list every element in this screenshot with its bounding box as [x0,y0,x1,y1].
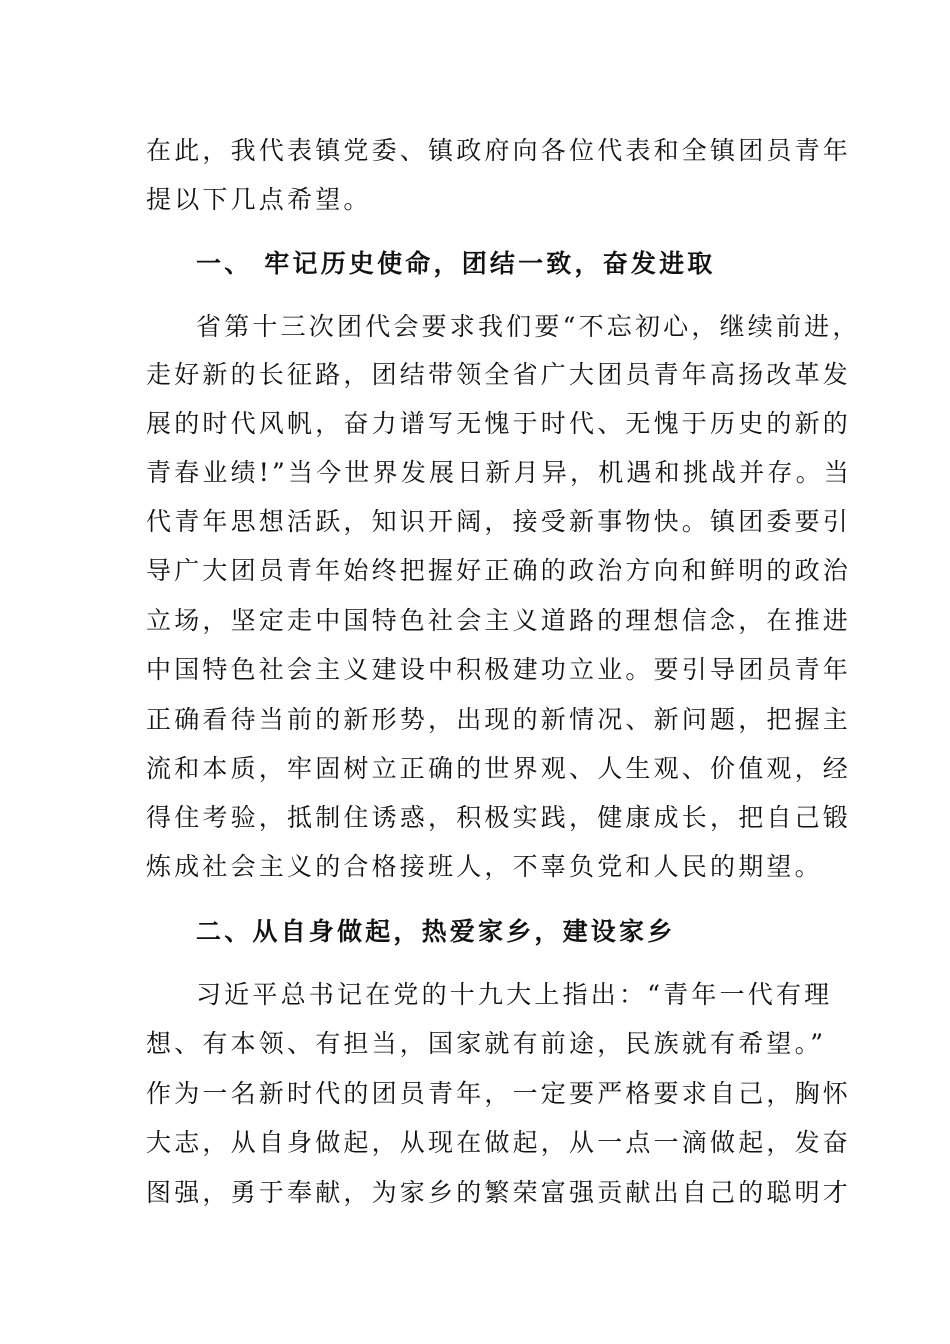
section-1-paragraph-line: 炼成社会主义的合格接班人，不辜负党和人民的期望。 [146,852,823,881]
section-1-paragraph-line: 正确看待当前的新形势，出现的新情况、新问题，把握主 [146,705,852,734]
section-1-paragraph-line: 得住考验，抵制住诱惑，积极实践，健康成长，把自己锻 [146,803,852,832]
intro-line-2: 提以下几点希望。 [146,185,372,214]
section-2-paragraph-line: 习近平总书记在党的十九大上指出：“青年一代有理 [196,980,833,1009]
section-2-heading: 二、从自身做起，热爱家乡，建设家乡 [196,917,676,946]
intro-line-1: 在此，我代表镇党委、镇政府向各位代表和全镇团员青年 [146,136,852,165]
section-1-paragraph-line: 导广大团员青年始终把握好正确的政治方向和鲜明的政治 [146,556,852,585]
section-2-paragraph-line: 大志，从自身做起，从现在做起，从一点一滴做起，发奋 [146,1128,852,1157]
section-1-paragraph-line: 立场，坚定走中国特色社会主义道路的理想信念，在推进 [146,606,852,635]
section-1-paragraph-line: 省第十三次团代会要求我们要“不忘初心，继续前进， [196,312,861,341]
section-1-paragraph-line: 青春业绩!”当今世界发展日新月异，机遇和挑战并存。当 [146,458,853,487]
section-1-paragraph-line: 流和本质，牢固树立正确的世界观、人生观、价值观，经 [146,754,852,783]
section-1-paragraph-line: 代青年思想活跃，知识开阔，接受新事物快。镇团委要引 [146,507,852,536]
section-1-paragraph-line: 走好新的长征路，团结带领全省广大团员青年高扬改革发 [146,360,852,389]
section-1-paragraph-line: 中国特色社会主义建设中积极建功立业。要引导团员青年 [146,655,852,684]
section-2-paragraph-line: 作为一名新时代的团员青年，一定要严格要求自己，胸怀 [146,1079,852,1108]
section-2-paragraph-line: 想、有本领、有担当，国家就有前途，民族就有希望。” [146,1029,827,1058]
section-1-heading: 一、 牢记历史使命，团结一致，奋发进取 [196,249,716,278]
section-1-paragraph-line: 展的时代风帆，奋力谱写无愧于时代、无愧于历史的新的 [146,409,852,438]
section-2-paragraph-line: 图强，勇于奉献，为家乡的繁荣富强贡献出自己的聪明才 [146,1178,852,1207]
